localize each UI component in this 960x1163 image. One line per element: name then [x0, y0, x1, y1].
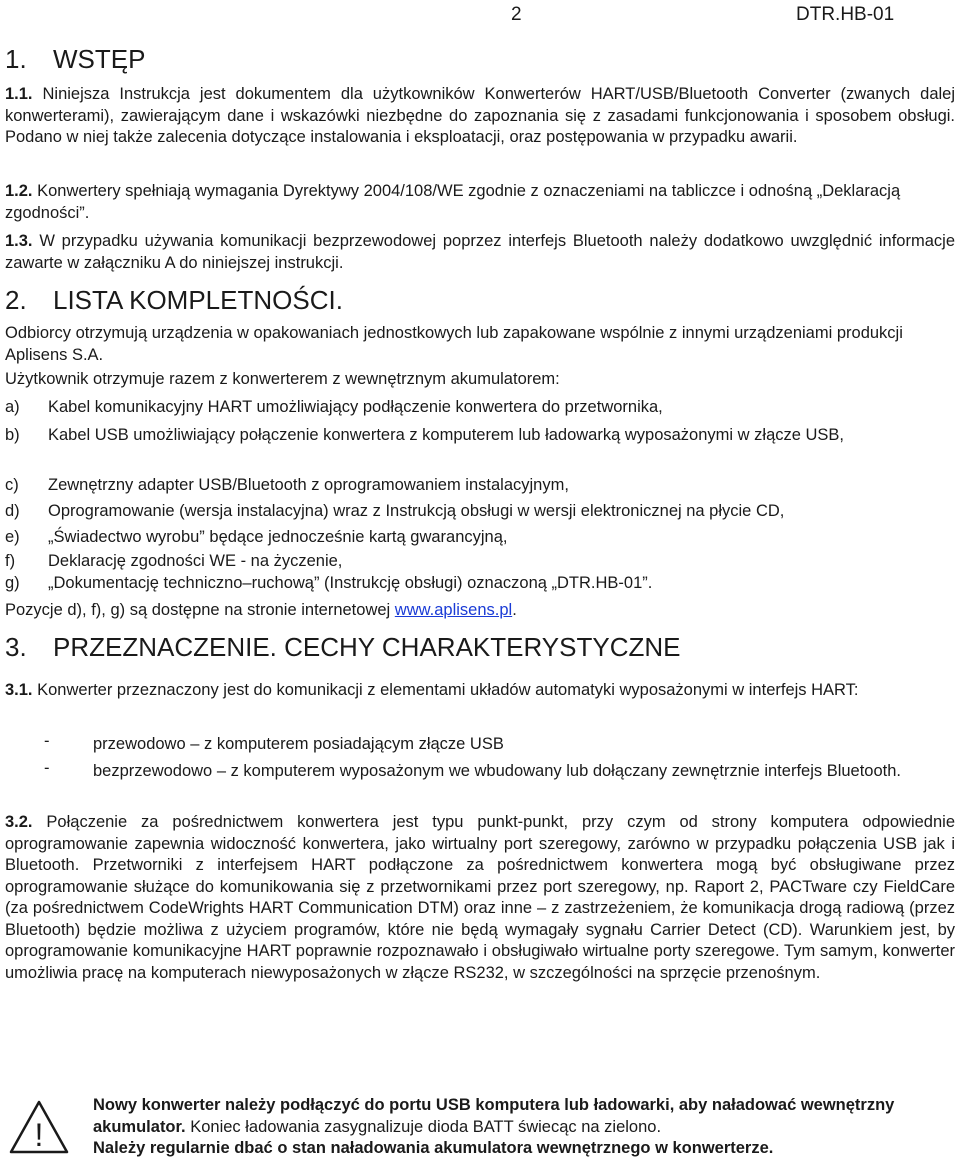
doc-code: DTR.HB-01 [796, 4, 895, 25]
list-item-text: Deklarację zgodności WE - na życzenie, [48, 552, 343, 570]
paragraph-3-2-number: 3.2. [5, 813, 33, 831]
section-2-intro-2: Użytkownik otrzymuje razem z konwerterem z wewnętrznym akumulatorem: [5, 370, 560, 388]
list-item-label: a) [5, 398, 20, 416]
section-2-intro: Odbiorcy otrzymują urządzenia w opakowaniach jednostkowych lub zapakowane wspólnie z innymi urządzeniami produkcji Aplisens S.A. [5, 324, 903, 364]
list-item-label: f) [5, 552, 16, 570]
section-2-title: LISTA KOMPLETNOŚCI. [53, 285, 343, 315]
warning-bold-1: Nowy konwerter należy podłączyć do portu USB komputera lub ładowarki, aby naładować wewnętrzny akumulator. [93, 1096, 895, 1136]
list-item-label: e) [5, 528, 20, 546]
paragraph-1-1-text: Niniejsza Instrukcja jest dokumentem dla użytkowników Konwerterów HART/USB/Bluetooth Converter (zwanych dalej konwerterami), zawierającym dane i wskazówki niezbędne do zapoznania się z zasadami funkcjonowania i sposobem obsługi. Podano w niej także zalecenia dotyczące instalowania i eksploatacji, oraz postępowania w przypadku awarii. [5, 85, 956, 146]
paragraph-1-3-number: 1.3. [5, 232, 33, 250]
section-1-heading [5, 44, 145, 75]
paragraph-1-3-text: W przypadku używania komunikacji bezprzewodowej poprzez interfejs Bluetooth należy dodatkowo uwzględnić informacje zawarte w załączniku A do niniejszej instrukcji. [5, 232, 955, 272]
paragraph-3-1 [5, 680, 955, 702]
paragraph-3-2-text: Połączenie za pośrednictwem konwertera jest typu punkt-punkt, przy czym od strony komputera odpowiednie oprogramowanie zapewnia widoczność konwertera, jako wirtualny port szeregowy, zarówno w przypadku połączenia USB jak i Bluetooth. Przetworniki z interfejsem HART podłączone za pośrednictwem konwertera mogą być obsługiwane przez oprogramowanie służące do komunikowania się z przetwornikami przez port szeregowy, np. Raport 2, PACTware czy FieldCare (za pośrednictwem CodeWrights HART Communication DTM) oraz inne – z zastrzeżeniem, że komunikacja drogą radiową (przez Bluetooth) będzie możliwa z użyciem programów, które nie będą wymagały sygnału Carrier Detect (CD). Warunkiem jest, by oprogramowanie komunikacyjne HART poprawnie rozpoznawało i obsługiwało wirtualne porty szeregowe. Tym samym, konwerter umożliwia pracę na komputerach niewyposażonych w złącze RS232, w szczególności na sprzęcie przenośnym. [5, 813, 955, 982]
list-item-text: Oprogramowanie (wersja instalacyjna) wraz z Instrukcją obsługi w wersji elektronicznej na płycie CD, [48, 502, 785, 520]
section-3-number: 3. [5, 632, 27, 662]
paragraph-1-2 [5, 181, 955, 224]
paragraph-1-2-number: 1.2. [5, 182, 33, 200]
list-item-text: „Świadectwo wyrobu” będące jednocześnie kartą gwarancyjną, [48, 528, 508, 546]
bullet-dash: - [44, 732, 50, 750]
availability-note-end: . [512, 601, 517, 619]
aplisens-website-link[interactable]: www.aplisens.pl [394, 601, 513, 619]
warning-triangle-icon [8, 1099, 70, 1155]
section-3-title: PRZEZNACZENIE. CECHY CHARAKTERYSTYCZNE [53, 632, 681, 662]
section-2-number: 2. [5, 285, 27, 315]
paragraph-1-3 [5, 231, 955, 274]
warning-text [93, 1095, 955, 1160]
bullet-wired: przewodowo – z komputerem posiadającym złącze USB [93, 735, 504, 753]
list-item-text: „Dokumentację techniczno–ruchową” (Instrukcję obsługi) oznaczoną „DTR.HB-01”. [48, 574, 653, 592]
paragraph-1-1 [5, 84, 955, 149]
page-number: 2 [511, 4, 522, 25]
paragraph-1-1-number: 1.1. [5, 85, 33, 103]
list-item-text: Kabel komunikacyjny HART umożliwiający podłączenie konwertera do przetwornika, [48, 398, 663, 416]
bullet-wireless: bezprzewodowo – z komputerem wyposażonym we wbudowany lub dołączany zewnętrznie interfejs Bluetooth. [93, 762, 902, 780]
paragraph-3-1-text: Konwerter przeznaczony jest do komunikacji z elementami układów automatyki wyposażonymi w interfejs HART: [37, 681, 859, 699]
availability-note [5, 600, 955, 622]
bullet-dash: - [44, 759, 50, 777]
list-item-text: Zewnętrzny adapter USB/Bluetooth z oprogramowaniem instalacyjnym, [48, 476, 569, 494]
warning-bold-2: Należy regularnie dbać o stan naładowania akumulatora wewnętrznego w konwerterze. [93, 1139, 774, 1157]
paragraph-1-2-text: Konwertery spełniają wymagania Dyrektywy 2004/108/WE zgodnie z oznaczeniami na tabliczce i odnośną „Deklaracją zgodności”. [5, 182, 901, 222]
availability-note-text: Pozycje d), f), g) są dostępne na stronie internetowej [5, 601, 395, 619]
warning-symbol: ! [34, 1117, 44, 1153]
paragraph-3-2 [5, 812, 955, 984]
section-2-heading [5, 285, 343, 316]
list-item-label: c) [5, 476, 19, 494]
section-1-number: 1. [5, 44, 27, 74]
warning-normal: Koniec ładowania zasygnalizuje dioda BATT świecąc na zielono. [185, 1117, 662, 1136]
section-1-title: WSTĘP [53, 44, 146, 74]
list-item-label: d) [5, 502, 20, 520]
list-item-label: b) [5, 426, 20, 444]
section-3-heading [5, 632, 680, 663]
paragraph-3-1-number: 3.1. [5, 681, 33, 699]
list-item-label: g) [5, 574, 20, 592]
list-item-text: Kabel USB umożliwiający połączenie konwertera z komputerem lub ładowarką wyposażonymi w złącze USB, [48, 426, 845, 444]
